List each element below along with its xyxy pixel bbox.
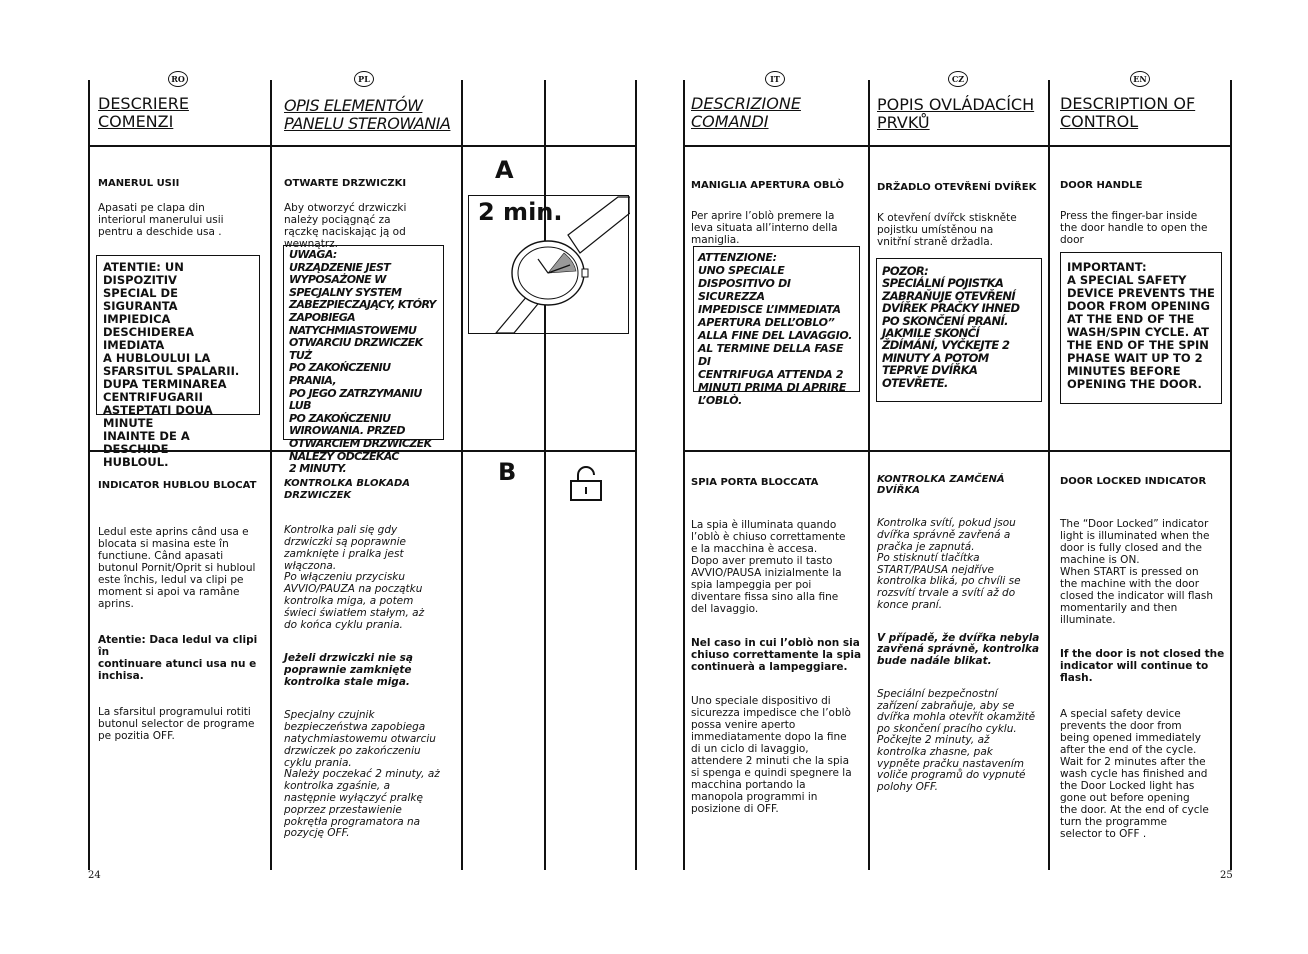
section1-it-text: Per aprire l’oblò premere la leva situata all’interno della maniglia.: [691, 210, 838, 246]
section2-it-p2: Nel caso in cui l’oblò non sia chiuso correttamente la spia continuerà a lampeggiare.: [691, 637, 862, 673]
row-divider: [683, 145, 1232, 147]
section1-en-text: Press the finger-bar inside the door handle to open the door: [1060, 210, 1208, 246]
section2-it-title: SPIA PORTA BLOCCATA: [691, 477, 819, 488]
section1-cz-text: K otevření dvířck stiskněte pojistku umístěnou na vnitřní straně držadla.: [877, 212, 1017, 248]
column-divider: [635, 80, 637, 870]
section2-ro-p2: Atentie: Daca ledul va clipi în continuare atunci usa nu e inchisa.: [98, 634, 258, 682]
section1-en-title: DOOR HANDLE: [1060, 180, 1143, 191]
section2-ro-p3: La sfarsitul programului rotiti butonul selector de programe pe pozitia OFF.: [98, 706, 255, 742]
column-divider: [1048, 80, 1050, 870]
section2-ro-p1: Ledul este aprins când usa e blocata si masina este în functiune. Când apasati butonul Pornit/Oprit si hubloul este închis, ledul va clipi pe moment si apoi va ramâne aprins.: [98, 526, 256, 610]
column-divider: [683, 80, 685, 870]
section2-cz: [877, 462, 1045, 805]
section1-pl-title: OTWARTE DRZWICZKI: [284, 178, 407, 189]
section2-en-p3: A special safety device prevents the door from being opened immediately after the end of the cycle. Wait for 2 minutes after the wash cycle has finished and the Door Locked light has gone out before opening the door. At the end of cycle turn the programme selector to OFF .: [1060, 708, 1209, 840]
language-badge-en: EN: [1130, 71, 1150, 87]
language-badge-ro: RO: [168, 71, 188, 87]
section2-ro: [98, 468, 266, 754]
section1-ro-text: Apasati pe clapa din interiorul manerului usii pentru a deschide usa .: [98, 202, 224, 238]
section1-ro-warning: ATENTIE: UN DISPOZITIV SPECIAL DE SIGURANTA IMPIEDICA DESCHIDEREA IMEDIATA A HUBLOULUI LA SFARSITUL SPALARII. DUPA TERMINAREA CENTRIFUGARII ASTEPTATI DOUA MINUTE INAINTE DE A DESCHIDE HUBLOUL.: [96, 255, 260, 415]
section1-it: [691, 168, 863, 258]
row-divider: [683, 450, 1232, 452]
figure-a-time: 2 min.: [478, 198, 563, 226]
section2-cz-title: KONTROLKA ZAMČENÁ DVÍŘKA: [877, 473, 1005, 497]
section2-en-p2: If the door is not closed the indicator will continue to flash.: [1060, 648, 1225, 684]
heading-it: DESCRIZIONE COMANDI: [691, 94, 801, 131]
section2-it-p1: La spia è illuminata quando l’oblò è chiuso correttamente e la macchina è accesa. Dopo aver premuto il tasto AVVIO/PAUSA inizialmente la spia lampeggia per poi diventare fissa sino alla fine del lavaggio.: [691, 519, 846, 615]
watch-strap: [568, 197, 630, 253]
column-divider: [270, 80, 272, 870]
page-number-left: 24: [88, 870, 101, 881]
figure-b-label: B: [498, 458, 517, 486]
page-number-right: 25: [1220, 870, 1233, 881]
section2-it-p3: Uno speciale dispositivo di sicurezza impedisce che l’oblò possa venire aperto immediatamente dopo la fine di un ciclo di lavaggio, attendere 2 minuti che la spia si spenga e quindi spegnere la macchina portando la manopola programmi in posizione di OFF.: [691, 695, 852, 815]
section2-pl-p2: Jeżeli drzwiczki nie są poprawnie zamknięte kontrolka stale miga.: [284, 652, 413, 688]
section2-pl-title: KONTROLKA BLOKADA DRZWICZEK: [284, 477, 411, 501]
section2-ro-title: INDICATOR HUBLOU BLOCAT: [98, 480, 257, 491]
heading-pl: OPIS ELEMENTÓW PANELU STEROWANIA: [284, 96, 451, 133]
section1-cz: [877, 170, 1045, 260]
section1-cz-title: DRŽADLO OTEVŘENÍ DVÍŘEK: [877, 182, 1037, 193]
section1-pl-warning: UWAGA: URZĄDZENIE JEST WYPOSAŻONE W SPECJALNY SYSTEM ZABEZPIECZAJĄCY, KTÓRY ZAPOBIEGA NATYCHMIASTOWEMU OTWARCIU DRZWICZEK TUŻ PO ZAKOŃCZENIU PRANIA, PO JEGO ZATRZYMANIU LUB PO ZAKOŃCZENIU WIROWANIA. PRZED OTWARCIEM DRZWICZEK NALEŻY ODCZEKAĆ 2 MINUTY.: [283, 245, 444, 440]
heading-en: DESCRIPTION OF CONTROL: [1060, 94, 1196, 131]
section2-cz-p3: Speciální bezpečnostní zařízení zabraňuje, aby se dvířka mohla otevřít okamžitě po skončení pracího cyklu. Počkejte 2 minuty, až kontrolka zhasne, pak vypněte pračku nastavením voliče programů do vypnuté polohy OFF.: [877, 688, 1036, 793]
section1-pl-text: Aby otworzyć drzwiczki należy pociągnąć za rączkę naciskając ją od wewnątrz.: [284, 202, 407, 250]
section2-pl-p3: Specjalny czujnik bezpieczeństwa zapobiega natychmiastowemu otwarciu drzwiczek po zakończeniu cyklu prania. Należy poczekać 2 minuty, aż kontrolka zgaśnie, a następnie wyłączyć pralkę poprzez przestawienie pokrętła programatora na pozycję OFF.: [284, 709, 440, 840]
section1-en: [1060, 168, 1226, 258]
watch-crown: [582, 269, 588, 277]
section2-cz-p2: V případě, že dvířka nebyla zavřená správně, kontrolka bude nadále blikat.: [877, 631, 1040, 667]
column-divider: [461, 80, 463, 870]
figure-a-label: A: [495, 156, 514, 184]
section1-it-warning: ATTENZIONE: UNO SPECIALE DISPOSITIVO DI SICUREZZA IMPEDISCE L’IMMEDIATA APERTURA DELL’OBLO” ALLA FINE DEL LAVAGGIO. AL TERMINE DELLA FASE DI CENTRIFUGA ATTENDA 2 MINUTI PRIMA DI APRIRE L’OBLÒ.: [693, 246, 860, 392]
section2-en: [1060, 464, 1228, 852]
section1-ro-title: MANERUL USII: [98, 178, 180, 189]
language-badge-it: IT: [765, 71, 785, 87]
section2-cz-p1: Kontrolka svítí, pokud jsou dvířka správně zavřená a pračka je zapnutá. Po stisknutí tlačítka START/PAUSA nejdříve kontrolka bliká, po chvíli se rozsvítí trvale a svítí až do konce praní.: [877, 517, 1021, 611]
section2-it: [691, 465, 863, 827]
wristwatch-illustration: [468, 195, 630, 335]
section1-en-warning: IMPORTANT: A SPECIAL SAFETY DEVICE PREVENTS THE DOOR FROM OPENING AT THE END OF THE WASH/SPIN CYCLE. AT THE END OF THE SPIN PHASE WAIT UP TO 2 MINUTES BEFORE OPENING THE DOOR.: [1060, 252, 1222, 404]
section1-it-title: MANIGLIA APERTURA OBLÒ: [691, 180, 844, 191]
column-divider: [88, 80, 90, 870]
row-divider: [88, 145, 636, 147]
section2-pl-p1: Kontrolka pali się gdy drzwiczki są poprawnie zamknięte i pralka jest włączona. Po włączeniu przycisku AVVIO/PAUZA na początku kontrolka miga, a potem świeci światłem stałym, aż do końca cyklu prania.: [284, 524, 425, 631]
section1-cz-warning: POZOR: SPECIÁLNÍ POJISTKA ZABRAŇUJE OTEVŘENÍ DVÍŘEK PRAČKY IHNED PO SKONČENÍ PRANÍ. JAKMILE SKONČÍ ŽDÍMÁNÍ, VYČKEJTE 2 MINUTY A POTOM TEPRVE DVÍŘKA OTEVŘETE.: [876, 258, 1042, 402]
column-divider: [868, 80, 870, 870]
language-badge-pl: PL: [354, 71, 374, 87]
section2-en-p1: The “Door Locked” indicator light is illuminated when the door is fully closed and the machine is ON. When START is pressed on the machine with the door closed the indicator will flash momentarily and then illuminate.: [1060, 518, 1214, 626]
padlock-icon: [568, 466, 604, 502]
section2-en-title: DOOR LOCKED INDICATOR: [1060, 476, 1207, 487]
section1-ro: [98, 166, 266, 250]
section2-pl: [284, 466, 456, 852]
column-divider: [1230, 80, 1232, 870]
heading-cz: POPIS OVLÁDACÍCH PRVKŮ: [877, 95, 1035, 132]
heading-ro: DESCRIERE COMENZI: [98, 94, 189, 131]
language-badge-cz: CZ: [948, 71, 968, 87]
